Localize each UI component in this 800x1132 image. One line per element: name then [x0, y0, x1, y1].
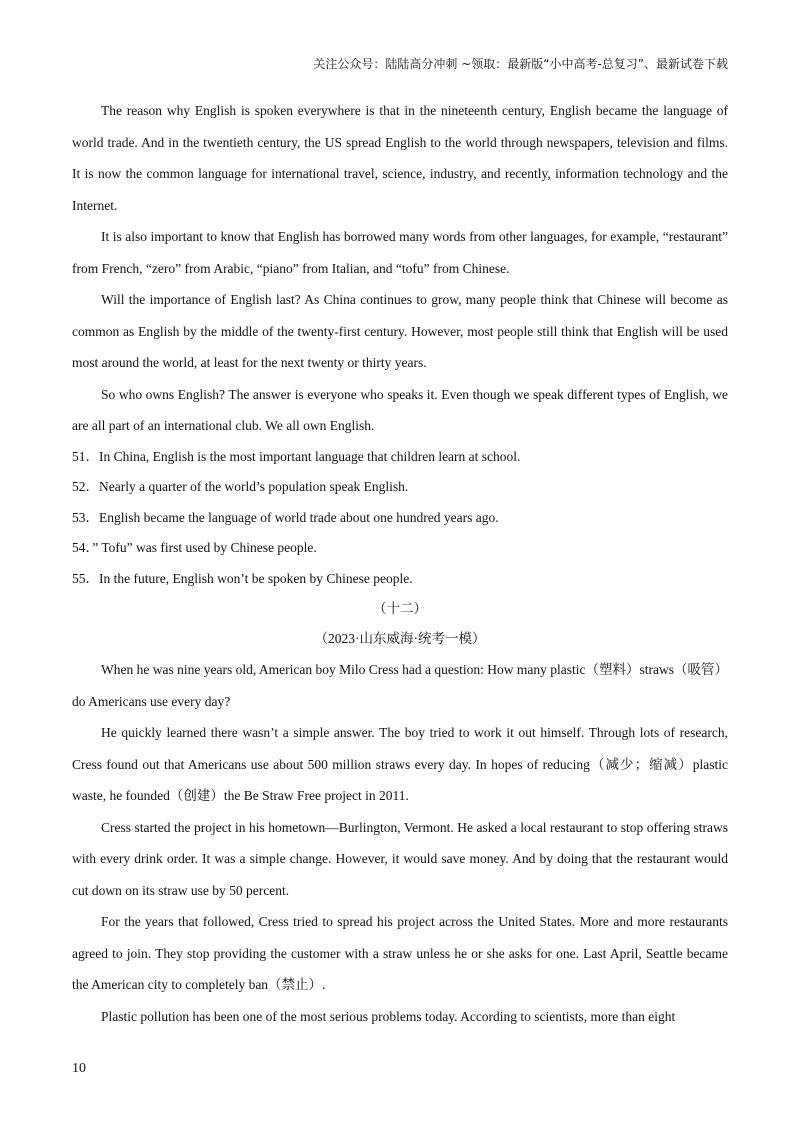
passage2-paragraph: When he was nine years old, American boy Milo Cress had a question: How many plastic（塑料）straws（吸管）do Americans use every day? — [72, 662, 728, 709]
passage2-paragraph: Cress started the project in his hometown—Burlington, Vermont. He asked a local restaurant to stop offering straws with every drink order. It was a simple change. However, it would save money. And by doing that the restaurant would cut down on its straw use by 50 percent. — [72, 819, 728, 898]
passage1-paragraph: The reason why English is spoken everywhere is that in the nineteenth century, English became the language of world trade. And in the twentieth century, the US spread English to the world through newspapers, television and films. It is now the common language for international travel, science, industry, and recently, information technology and the Internet. — [72, 103, 728, 213]
page-number: 10 — [72, 1061, 86, 1076]
question-item: 53．English became the language of world trade about one hundred years ago. — [72, 509, 499, 525]
passage1-paragraph: It is also important to know that English has borrowed many words from other languages, for example, “restaurant” from French, “zero” from Arabic, “piano” from Italian, and “tofu” from Chinese. — [72, 229, 728, 276]
passage2-paragraph: Plastic pollution has been one of the most serious problems today. According to scientists, more than eight — [101, 1008, 676, 1024]
question-item: 55．In the future, English won’t be spoken by Chinese people. — [72, 570, 413, 586]
question-item: 52．Nearly a quarter of the world’s population speak English. — [72, 479, 409, 494]
passage2-paragraph: For the years that followed, Cress tried to spread his project across the United States. More and more restaurants agreed to join. They stop providing the customer with a straw unless he or she asks for one. Last April, Seattle became the American city to completely ban（禁止）. — [72, 914, 728, 992]
passage2-paragraph: He quickly learned there wasn’t a simple answer. The boy tried to work it out himself. Through lots of research, Cress found out that Americans use about 500 million straws every day. In hopes of reducing（减少；缩减）plastic waste, he founded（创建）the Be Straw Free project in 2011. — [72, 725, 728, 803]
passage1-paragraph: So who owns English? The answer is everyone who speaks it. Even though we speak different types of English, we are all part of an international club. We all own English. — [72, 386, 728, 433]
question-list — [72, 442, 728, 595]
section-number: （十二） — [373, 601, 427, 616]
question-item: 54．” Tofu” was first used by Chinese people. — [72, 540, 317, 555]
question-item: 51．In China, English is the most important language that children learn at school. — [72, 448, 521, 464]
document-body — [72, 95, 728, 1032]
page-header: 关注公众号：陆陆高分冲刺 ~领取：最新版“小中高考-总复习”、最新试卷下载 — [313, 57, 728, 71]
passage1-paragraph: Will the importance of English last? As China continues to grow, many people think that Chinese will become as common as English by the middle of the twenty-first century. However, most people still think that English will be used most around the world, at least for the next twenty or thirty years. — [72, 292, 728, 370]
section-source: （2023·山东威海·统考一模） — [314, 631, 486, 646]
